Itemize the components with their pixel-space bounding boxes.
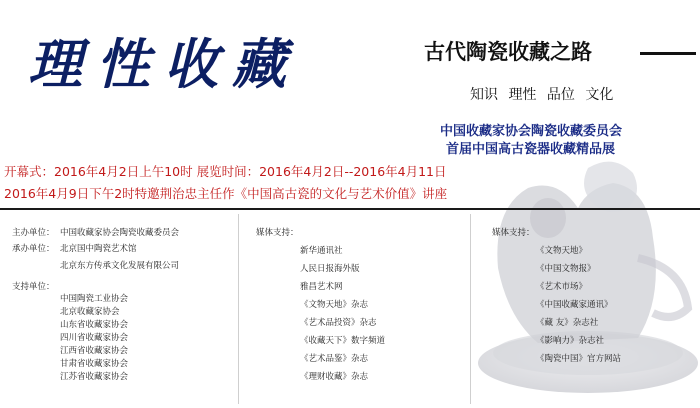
organizer-line-2: 首届中国高古瓷器收藏精品展 bbox=[446, 142, 616, 157]
media-item: 《文物天地》杂志 bbox=[300, 300, 369, 310]
media-item: 《中国收藏家通讯》 bbox=[536, 300, 613, 310]
media-support-label: 媒体支持： bbox=[492, 228, 535, 238]
media-item: 《收藏天下》数字频道 bbox=[300, 336, 386, 346]
media-item: 《陶瓷中国》官方网站 bbox=[536, 354, 622, 364]
media-item: 《艺术品投资》杂志 bbox=[300, 318, 377, 328]
support-value: 江西省收藏家协会 bbox=[60, 346, 129, 356]
undertake-value: 北京东方传承文化发展有限公司 bbox=[60, 261, 180, 271]
opening-time-line: 开幕式：2016年4月2日上午10时 展览时间：2016年4月2日--2016年4月11日 bbox=[4, 164, 447, 179]
host-value: 中国收藏家协会陶瓷收藏委员会 bbox=[60, 228, 180, 238]
column-divider bbox=[470, 214, 471, 404]
media-item: 《文物天地》 bbox=[536, 246, 588, 256]
media-item: 《影响力》杂志社 bbox=[536, 336, 605, 346]
section-divider bbox=[0, 208, 700, 210]
host-label: 主办单位： bbox=[12, 228, 55, 238]
heading-dash-line bbox=[640, 52, 696, 55]
undertake-value: 北京国中陶瓷艺术馆 bbox=[60, 244, 137, 254]
calligraphy-title: 理性收藏 bbox=[28, 32, 300, 96]
media-item: 新华通讯社 bbox=[300, 246, 343, 256]
column-divider bbox=[238, 214, 239, 404]
organizer-line-1: 中国收藏家协会陶瓷收藏委员会 bbox=[440, 124, 623, 139]
support-value: 中国陶瓷工业协会 bbox=[60, 294, 129, 304]
media-item: 人民日报海外版 bbox=[300, 264, 360, 274]
support-value: 甘肃省收藏家协会 bbox=[60, 359, 129, 369]
media-support-label: 媒体支持： bbox=[256, 228, 299, 238]
support-value: 江苏省收藏家协会 bbox=[60, 372, 129, 382]
support-label: 支持单位： bbox=[12, 282, 55, 292]
motto-text: 知识 理性 品位 文化 bbox=[470, 87, 614, 103]
media-item: 雅昌艺术网 bbox=[300, 282, 343, 292]
lecture-announcement-line: 2016年4月9日下午2时特邀荆治忠主任作《中国高古瓷的文化与艺术价值》讲座 bbox=[4, 186, 448, 201]
media-item: 《理财收藏》杂志 bbox=[300, 372, 369, 382]
undertake-label: 承办单位： bbox=[12, 244, 55, 254]
exhibition-heading: 古代陶瓷收藏之路 bbox=[424, 40, 592, 64]
support-value: 山东省收藏家协会 bbox=[60, 320, 129, 330]
media-item: 《中国文物报》 bbox=[536, 264, 596, 274]
support-value: 四川省收藏家协会 bbox=[60, 333, 129, 343]
media-item: 《藏 友》杂志社 bbox=[536, 318, 599, 328]
media-item: 《艺术市场》 bbox=[536, 282, 588, 292]
porcelain-vessel-image bbox=[438, 148, 700, 408]
support-value: 北京收藏家协会 bbox=[60, 307, 120, 317]
media-item: 《艺术品鉴》杂志 bbox=[300, 354, 369, 364]
